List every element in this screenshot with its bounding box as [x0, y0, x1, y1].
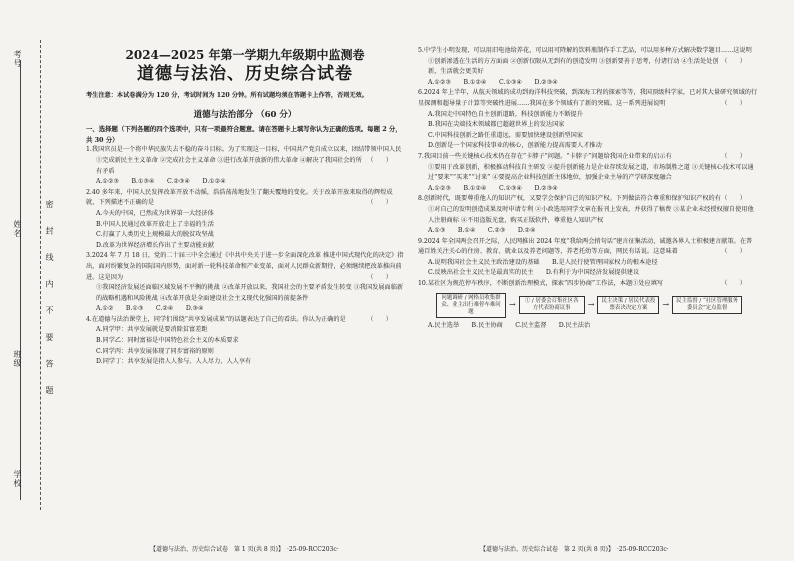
flow-box-research: 问题调研 / 网格员收集群众、业主出行难停车难问题: [436, 293, 506, 318]
q4-option-a: A.同学甲：共享发展就是要消除贫富差距: [96, 326, 208, 334]
seal-line-note: 密 封 线 内 不 要 答 题: [45, 200, 54, 402]
q10-options: A.民主选举 B.民主协商 C.民主监督 D.民主法治: [428, 321, 591, 329]
q1-options: A.①②③ B.①③④ C.②③④ D.①②④: [96, 178, 226, 186]
footer-left: 【道德与法治、历史综合试卷 第 1 页(共 8 页)】 ·25-09-RCC203c·: [150, 546, 339, 553]
q6-option-d: D.创新是一个国家科技事业的核心，创新能力提高需要人才推动: [428, 142, 602, 150]
q2-option-a: A.今天的中国，已然成为世界第一大经济体: [96, 209, 214, 217]
arrow-icon: →: [662, 299, 670, 309]
exam-number-label: 考号: [13, 50, 22, 68]
q3-statements: ①我国经济发展还面临区域发展不平衡的挑战 ②改革开放以来，我国社会的主要矛盾发生转变 ③我国发展面临新的战略机遇和风险挑战 ④改革开放是全面建设社会主义现代化强国的前提条件: [96, 284, 404, 302]
q5-options: A.①②③ B.①②④ C.①③④ D.②③④: [428, 78, 558, 86]
arrow-icon: →: [509, 299, 516, 309]
seal-dashed-line: [40, 40, 41, 510]
q4-option-c: C.同学丙：共享发展体现了同步富裕的原则: [96, 347, 214, 355]
part-instructions: 一、选择题（下列各题的四个选项中，只有一项最符合题意。请在答题卡上填写你认为正确的选项。每题 2 分，共 30 分）: [86, 125, 402, 144]
question-4: 4.在道德与法治课堂上，同学们围绕“共享发展成果”的话题表达了自己的看法。你认为正确的是 （ ）: [86, 315, 392, 323]
q5-statements: ①创新渗透在生活的方方面面 ②创新仅限从无到有的创造发明 ③创新要善于思考，付诸行动 ④生活处处创新，生活就会更美好: [428, 57, 719, 76]
arrow-icon: →: [587, 299, 595, 309]
exam-title-line2: 道德与法治、历史综合试卷: [137, 64, 353, 84]
q9-options-ab: A.说明我国社会主义民主政治建设的基础 B.是人民行使管理国家权力的根本途径: [428, 258, 658, 266]
right-column: [418, 46, 758, 331]
question-10: 10.某社区为规范停车秩序，不断创新治理模式，探索“四步协商”工作法，本题①处应填写 （ ）: [418, 280, 746, 288]
name-label: 姓名: [13, 220, 22, 238]
q8-options: A.①③ B.①④ C.②③ D.②④: [428, 227, 536, 235]
exam-title-line1: 2024—2025 年第一学期九年级期中监测卷: [125, 48, 365, 62]
binding-solid-line: [20, 60, 21, 500]
footer-right: 【道德与法治、历史综合试卷 第 2 页(共 8 页)】 ·25-09-RCC203c·: [480, 546, 669, 553]
q7-options: A.①②③ B.①②④ C.①③④ D.②③④: [428, 184, 558, 192]
question-7: 7.我国目前一些关键核心技术仍在存在“卡脖子”问题。“卡脖子”问题给我国企业带来的启示有 （ ）: [418, 152, 746, 160]
q7-statements: ①要用于改革创新，积极推动科技自主研发 ②提升创新能力是企业存续发展之道，市场制胜之道 ③关键核心技术可以通过“要来”“买来”“讨来” ④要提高企业科技创新主体地位，加强企业主导的产学研深度融合: [428, 163, 754, 182]
q3-options: A.①② B.①③ C.②④ D.③④: [96, 305, 204, 313]
question-5: 5.中学生小明发现，可以用旧电池给养花，可以用可降解的饮料瓶制作手工艺品，可以用多种方式解决数学题目……这说明 （ ）: [418, 47, 752, 65]
class-label: 班级: [13, 350, 22, 368]
left-column: [86, 38, 404, 368]
question-8: 8.创新时代，既要尊重他人的知识产权，又要学会保护自己的知识产权。下列做法符合尊重和保护知识产权的有 （ ）: [418, 195, 746, 203]
question-3: 3.2024 年 7 月 18 日，党的二十届三中全会通过《中共中央关于进一步全面深化改革 推进中国式现代化的决定》指出，面对纷繁复杂的国际国内形势，面对新一轮科技革命和产业变革，面对人民群众新期待，必须继续把改革推向前进。这是因为 （ ）: [86, 252, 404, 281]
binding-strip: [0, 0, 60, 561]
q4-option-d: D.同学丁：共享发展是指人人参与、人人尽力、人人享有: [96, 358, 252, 366]
flow-box-supervision: 民主监督 / “社区管理服务委员会”定点监督: [672, 296, 742, 314]
question-6: 6.2024 年上半年，从航天领域的成功到海洋科技突破，到深海工程的探索等等，我国顶级科学家，已对其大量研究领域的行星探测和超导量子计算等突破性进展……我国在多个领域有了新的突破。这一系列进展说明 （ ）: [418, 89, 758, 107]
flow-box-consult: ① / 居委会召集社区各方代表协商议事: [519, 296, 585, 314]
q9-options-cd: C.反映出社会主义民主是最真实的民主 D.有利于为中国经济发展提供建议: [428, 269, 640, 277]
question-2: 2.40 多年来，中国人民发挥改革开放不动摇，浩浩荡荡地发生了翻天覆地的变化。关于改革开放来取得的辉煌成就，下列描述不正确的是 （ ）: [86, 188, 393, 207]
flow-box-decision: 民主决策 / 居民代表投票表决决定方案: [597, 296, 659, 314]
q2-option-d: D.改革为世界经济增长作出了主要动能贡献: [96, 241, 215, 249]
q10-flow-diagram: [436, 293, 758, 318]
q6-option-c: C.中国科技创新之路任重道远，需要加快建设创新型国家: [428, 131, 583, 139]
question-1: 1.我国官员是一个将中华民族失去不稳的奋斗目标。为了实现这一目标，中国共产党自成立以来，团结带领中国人民 （ ）: [86, 146, 402, 164]
q2-option-b: B.中国人民通过改革开放走上了幸福的生活: [96, 220, 214, 228]
q8-statements: ①对自己的发明创造成果及时申请专利 ②小政选用同学文章在报刊上发表，并获得了稿费 ③某企业未经授权擅自使用他人注册商标 ④不用盗版光盘，购买正版软件，尊重他人知识产权: [428, 205, 754, 224]
q1-statements: ①完成新民主主义革命 ②完成社会主义革命 ③进行改革开放新的伟大革命 ④解决了我国社会的所有矛盾: [96, 156, 362, 175]
q2-option-c: C.打赢了人类历史上规模最大的脱贫攻坚战: [96, 231, 214, 239]
question-9: 9.2024 年全国两会召开之际，人民网推出 2024 年度“我给两会捎句话”建言征集活动，诚邀各界人士积极建言献策。在普通百姓关注关心的住房、教育、就业以及养老问题等，养老托幼等方面，网民有话说。这意味着 （ ）: [418, 237, 753, 256]
candidate-notice: 考生注意：本试卷满分为 120 分，考试时间为 120 分钟。所有试题均须在答题卡上作答，否则无效。: [86, 92, 368, 99]
q6-option-a: A.我国走中国特色自主创新道路，科技创新能力不断提升: [428, 110, 583, 118]
q6-option-b: B.我国在尖端技术领域都已超越世界上的发达国家: [428, 121, 565, 129]
section-heading: 道德与法治部分 （60 分）: [193, 109, 297, 120]
q4-option-b: B.同学乙：同时富裕是中国特色社会主义的本质要求: [96, 337, 239, 345]
school-label: 学校: [13, 470, 22, 488]
